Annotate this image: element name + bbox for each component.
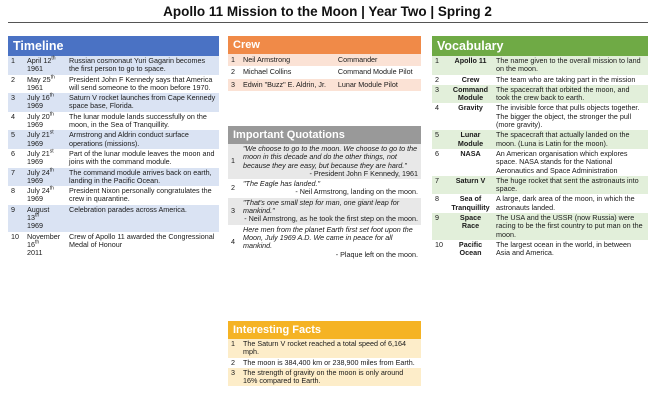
timeline-date-day: April 12 (27, 56, 52, 65)
vocabulary-row (432, 194, 648, 213)
facts-panel (228, 321, 421, 386)
timeline-date-year: 1969 (27, 221, 43, 231)
crew-panel (228, 36, 421, 91)
vocabulary-term: Pacific Ocean (458, 239, 483, 258)
timeline-number: 8 (11, 186, 15, 196)
crew-number: 2 (231, 67, 235, 77)
timeline-date (24, 186, 66, 205)
vocabulary-row (432, 56, 648, 75)
timeline-event: President John F Kennedy says that America will send someone to the moon before 1970. (69, 74, 213, 92)
vocabulary-row (432, 176, 648, 195)
timeline-event: Armstrong and Aldrin conduct surface operations (missions). (69, 130, 189, 148)
quotation-text: "We choose to go to the moon. We choose to go to the moon in this decade and do the other things, not because they are easy, but because they are hard." (243, 144, 418, 170)
quotation-number: 4 (231, 237, 235, 247)
vocabulary-term: Apollo 11 (454, 56, 487, 65)
timeline-date (24, 149, 66, 168)
timeline-date-year: 1969 (27, 194, 43, 204)
vocabulary-row (432, 213, 648, 240)
timeline-row (8, 168, 219, 187)
crew-heading: Crew (228, 36, 421, 54)
vocabulary-row (432, 240, 648, 259)
vocabulary-number: 8 (435, 194, 439, 204)
vocabulary-row (432, 130, 648, 149)
timeline-date-suffix: th (51, 55, 56, 62)
timeline-table (8, 56, 219, 259)
vocabulary-definition: The name given to the overall mission to land on the moon. (496, 56, 641, 74)
fact-text: The moon is 384,400 km or 238,900 miles from Earth. (243, 357, 415, 367)
timeline-event: Crew of Apollo 11 awarded the Congressional Medal of Honour (69, 231, 215, 249)
quotation-attribution: - Neil Armstrong, landing on the moon. (295, 187, 418, 197)
timeline-date-suffix: th (35, 212, 40, 219)
crew-row (228, 66, 421, 78)
timeline-row (8, 112, 219, 131)
quotation-attribution: - Neil Armstrong, as he took the first step on the moon. (244, 214, 418, 224)
timeline-date (24, 130, 66, 149)
vocabulary-term: Saturn V (455, 175, 486, 185)
vocabulary-definition: The USA and the USSR (now Russia) were racing to be the first country to put man on the moon. (496, 213, 643, 239)
timeline-number: 3 (11, 93, 15, 103)
vocabulary-definition: The team who are taking part in the mission (496, 74, 636, 84)
timeline-number: 10 (11, 231, 19, 241)
timeline-date-suffix: th (49, 92, 54, 99)
timeline-date-year: 1969 (27, 101, 43, 111)
fact-row (228, 358, 421, 368)
timeline-date (24, 232, 66, 259)
vocabulary-term: Gravity (458, 103, 483, 113)
timeline-date (24, 205, 66, 232)
vocabulary-term: NASA (460, 148, 481, 158)
crew-role: Commander (337, 55, 378, 64)
vocabulary-definition: The spacecraft that orbited the moon, and took the crew back to earth. (496, 84, 630, 103)
vocabulary-definition: A large, dark area of the moon, in which the astronauts landed. (496, 194, 635, 212)
vocabulary-definition: The invisible force that pulls objects together. The bigger the object, the stronger the pull (more gravity). (496, 103, 640, 130)
crew-row (228, 79, 421, 91)
vocabulary-term: Sea of Tranquillity (451, 194, 490, 212)
timeline-row (8, 93, 219, 112)
crew-number: 1 (231, 55, 235, 64)
title-divider (8, 22, 648, 23)
timeline-row (8, 75, 219, 94)
quotation-cell (240, 225, 421, 260)
vocabulary-term: Command Module (452, 84, 489, 103)
vocabulary-number: 7 (435, 175, 439, 185)
timeline-date-day: July 16 (27, 93, 50, 103)
fact-row (228, 339, 421, 358)
crew-role: Command Module Pilot (337, 67, 413, 77)
timeline-row (8, 232, 219, 259)
quotation-number: 3 (231, 206, 235, 216)
timeline-date-day: May 25 (27, 74, 51, 84)
quotation-row (228, 144, 421, 179)
timeline-row (8, 149, 219, 168)
timeline-date-day: July 21 (27, 148, 50, 158)
timeline-row (8, 205, 219, 232)
quotation-text: Here men from the planet Earth first set foot upon the Moon, July 1969 A.D. We came in peace for all mankind. (243, 224, 413, 251)
quotation-cell (240, 198, 421, 225)
crew-role: Lunar Module Pilot (337, 79, 398, 89)
crew-number: 3 (231, 79, 235, 89)
quotations-panel (228, 126, 421, 260)
timeline-event: Celebration parades across America. (69, 204, 187, 214)
timeline-row (8, 130, 219, 149)
timeline-date-day: November 16 (27, 231, 61, 249)
timeline-date-day: July 24 (27, 186, 50, 196)
timeline-event: Part of the lunar module leaves the moon and joins with the command module. (69, 148, 215, 167)
timeline-date-suffix: th (49, 167, 54, 174)
timeline-date-suffix: th (49, 185, 54, 192)
timeline-event: Russian cosmonaut Yuri Gagarin becomes the first person to go to space. (69, 56, 206, 74)
timeline-number: 1 (11, 56, 15, 65)
crew-name: Michael Collins (243, 67, 292, 77)
timeline-event: The command module arrives back on earth, landing in the Pacific Ocean. (69, 167, 212, 185)
vocabulary-number: 1 (435, 56, 439, 65)
vocabulary-panel (432, 36, 648, 259)
fact-text: The Saturn V rocket reached a total speed of 6,164 mph. (243, 339, 407, 357)
quotations-table (228, 144, 421, 260)
quotation-number: 1 (231, 156, 235, 166)
quotation-attribution: - Plaque left on the moon. (335, 249, 418, 259)
timeline-date-year: 1969 (27, 175, 43, 185)
quotation-cell (240, 179, 421, 198)
timeline-date (24, 56, 66, 75)
timeline-date (24, 112, 66, 131)
timeline-heading: Timeline (8, 36, 219, 56)
facts-table (228, 339, 421, 386)
quotation-text: "The Eagle has landed." (243, 179, 321, 189)
vocabulary-number: 9 (435, 213, 439, 223)
page-title: Apollo 11 Mission to the Moon | Year Two | Spring 2 (163, 4, 492, 19)
crew-name: Neil Armstrong (243, 55, 291, 64)
timeline-date-day: August 13 (27, 204, 50, 223)
timeline-date-suffix: th (49, 111, 54, 118)
timeline-date-year: 2011 (27, 248, 43, 258)
timeline-number: 2 (11, 74, 15, 84)
timeline-date-suffix: th (35, 239, 40, 246)
vocabulary-definition: An American organisation which explores space. NASA stands for the National Aeronautics and Space Administration (496, 148, 628, 175)
vocabulary-number: 4 (435, 103, 439, 113)
vocabulary-term: Space Race (459, 213, 482, 231)
vocabulary-row (432, 85, 648, 104)
timeline-number: 5 (11, 130, 15, 140)
quotation-text: "That's one small step for man, one giant leap for mankind." (243, 197, 400, 216)
vocabulary-row (432, 103, 648, 130)
crew-name: Edwin "Buzz" E. Aldrin, Jr. (243, 79, 326, 89)
fact-number: 1 (231, 339, 235, 348)
crew-row (228, 54, 421, 66)
quotation-attribution: - President John F Kennedy, 1961 (309, 168, 418, 178)
timeline-date-year: 1969 (27, 157, 43, 167)
vocabulary-number: 10 (435, 239, 443, 249)
vocabulary-heading: Vocabulary (432, 36, 648, 56)
timeline-date-day: July 24 (27, 167, 50, 177)
quotation-row (228, 198, 421, 225)
fact-number: 3 (231, 367, 235, 377)
vocabulary-term: Crew (461, 74, 480, 84)
fact-row (228, 368, 421, 387)
timeline-date-year: 1969 (27, 138, 43, 148)
timeline-date (24, 168, 66, 187)
timeline-date-suffix: th (50, 74, 55, 81)
vocabulary-definition: The largest ocean in the world, in between Asia and America. (496, 239, 632, 258)
timeline-date (24, 93, 66, 112)
timeline-number: 7 (11, 167, 15, 177)
fact-number: 2 (231, 357, 235, 367)
timeline-number: 4 (11, 111, 15, 121)
vocabulary-definition: The huge rocket that sent the astronauts into space. (496, 175, 639, 194)
timeline-number: 9 (11, 204, 15, 214)
vocabulary-row (432, 75, 648, 85)
vocabulary-term: Lunar Module (457, 130, 484, 148)
fact-text: The strength of gravity on the moon is only around 16% compared to Earth. (243, 367, 404, 386)
quotation-row (228, 179, 421, 198)
vocabulary-row (432, 149, 648, 176)
quotation-row (228, 225, 421, 260)
timeline-date-year: 1961 (27, 82, 43, 92)
timeline-date-day: July 21 (27, 130, 50, 140)
crew-table (228, 54, 421, 91)
quotation-cell (240, 144, 421, 179)
timeline-date-day: July 20 (27, 111, 50, 121)
timeline-event: President Nixon personally congratulates the crew in quarantine. (69, 186, 212, 204)
vocabulary-number: 5 (435, 130, 439, 140)
timeline-event: Saturn V rocket launches from Cape Kennedy space base, Florida. (69, 93, 216, 111)
vocabulary-number: 3 (435, 84, 439, 94)
timeline-date-year: 1961 (27, 64, 43, 74)
timeline-event: The lunar module lands successfully on the moon, in the Sea of Tranquillity. (69, 111, 207, 130)
vocabulary-number: 2 (435, 74, 439, 84)
timeline-panel (8, 36, 219, 259)
timeline-date-suffix: st (49, 148, 54, 155)
timeline-date-suffix: st (49, 129, 54, 136)
timeline-date-year: 1969 (27, 120, 43, 130)
quotations-heading: Important Quotations (228, 126, 421, 144)
timeline-row (8, 186, 219, 205)
timeline-number: 6 (11, 148, 15, 158)
quotation-number: 2 (231, 183, 235, 193)
vocabulary-definition: The spacecraft that actually landed on the moon. (Luna is Latin for the moon). (496, 130, 630, 148)
timeline-row (8, 56, 219, 75)
vocabulary-number: 6 (435, 148, 439, 158)
facts-heading: Interesting Facts (228, 321, 421, 339)
vocabulary-table (432, 56, 648, 259)
timeline-date (24, 75, 66, 94)
